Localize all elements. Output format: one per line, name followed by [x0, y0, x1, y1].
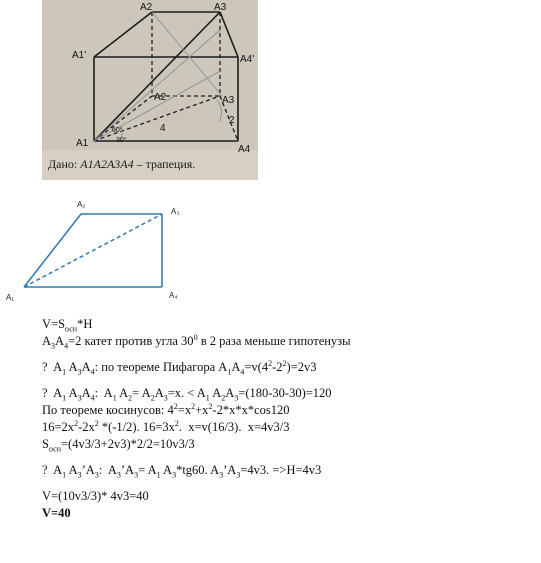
solution-line-6: $16=2x^2-2x^2$ *(-1/2). $16=3x^2$. x=v(16/3). x=4v3/3: [42, 418, 290, 434]
diagonal-a1-a3: [24, 214, 162, 287]
trapezoid-diagram: [0, 195, 200, 305]
label-a4-prime: A4': [240, 54, 255, 65]
solution-text: [42, 316, 522, 522]
label-a1: A1: [76, 138, 89, 149]
diagram-label-a4: A₄: [169, 291, 178, 300]
final-answer: V=40: [42, 506, 71, 520]
label-a2-base: A2: [154, 92, 167, 103]
label-length-4: 4: [160, 123, 166, 134]
label-angle-60: 60°: [112, 127, 123, 134]
label-a4: A4: [238, 144, 251, 155]
textbook-photo: [42, 0, 258, 180]
solution-line-1: $V=S_{осн}*H$: [42, 317, 93, 334]
label-angle-30: 30°: [116, 137, 127, 144]
solution-line-3: ? $A_1$ $A_3A_4$: по теореме Пифагора $A_1A_4=v(4^2-2^2)=2v3$: [42, 358, 317, 377]
solution-line-5: По теореме косинусов: $4^2=x^2+x^2-2*x*x*\cos 120$: [42, 401, 290, 417]
label-a2-top: A2: [140, 2, 153, 13]
solution-line-2: $A_3A_4=2$ катет против угла $30^0$ в 2 раза меньше гипотенузы: [42, 332, 351, 351]
diagram-label-a3: A₃: [171, 207, 180, 216]
label-a3-top: A3: [214, 2, 227, 13]
side-a1-a2: [24, 214, 81, 287]
solution-line-4: ? $A_1$ $A_3A_4$: $A_1$ $A_2= A_2A_3=x$. < $A_1$ $A_2A_3=(180-30-30)=120$: [42, 386, 332, 403]
solution-line-8: ? $A_1$ $A_3’A_3$: $A_3’A_3= A_1$ $A_3*tg60$. $A_3’A_3=4v3$. =>H=4v3: [42, 463, 322, 480]
diagram-label-a1: A₁: [6, 293, 15, 302]
label-a1-prime: A1': [72, 50, 87, 61]
solution-line-7: $S_{осн}=(4v3/3+2v3)*2/2=10v3/3$: [42, 437, 195, 454]
solution-line-9: V=(10v3/3)* 4v3=40: [42, 489, 149, 503]
diagram-label-a2: A₂: [77, 200, 86, 209]
label-length-2: 2: [229, 115, 235, 126]
prism-figure: [42, 0, 258, 180]
photo-caption: Дано: A1A2A3A4 – трапеция.: [48, 157, 196, 171]
label-a3-base: A3: [222, 95, 235, 106]
